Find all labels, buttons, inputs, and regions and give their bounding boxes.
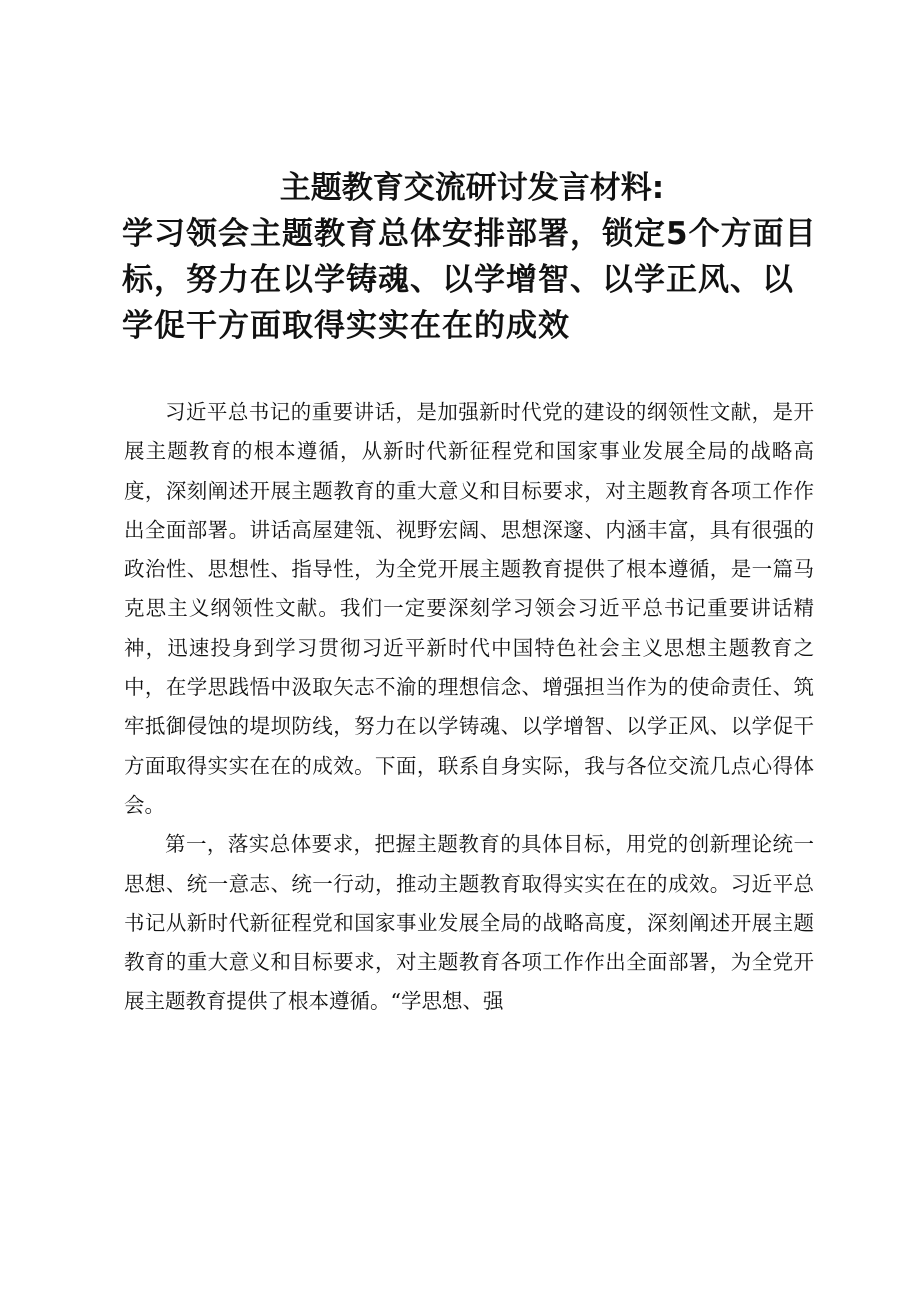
body-paragraph-1: 习近平总书记的重要讲话，是加强新时代党的建设的纲领性文献，是开展主题教育的根本遵循，从新时代新征程党和国家事业发展全局的战略高度，深刻阐述开展主题教育的重大意义和目标要求，对主题教育各项工作作出全面部署。讲话高屋建瓴、视野宏阔、思想深邃、内涵丰富，具有很强的政治性、思想性、指导性，为全党开展主题教育提供了根本遵循，是一篇马克思主义纲领性文献。我们一定要深刻学习领会习近平总书记重要讲话精神，迅速投身到学习贯彻习近平新时代中国特色社会主义思想主题教育之中，在学思践悟中汲取矢志不渝的理想信念、增强担当作为的使命责任、筑牢抵御侵蚀的堤坝防线，努力在以学铸魂、以学增智、以学正风、以学促干方面取得实实在在的成效。下面，联系自身实际，我与各位交流几点心得体会。 xyxy=(124,400,814,817)
document-title xyxy=(122,165,822,349)
body-paragraph-2: 第一，落实总体要求，把握主题教育的具体目标，用党的创新理论统一思想、统一意志、统一行动，推动主题教育取得实实在在的成效。习近平总书记从新时代新征程党和国家事业发展全局的战略高度，深刻阐述开展主题教育的重大意义和目标要求，对主题教育各项工作作出全面部署，为全党开展主题教育提供了根本遵循。“学思想、强 xyxy=(124,832,814,1014)
document-body xyxy=(124,393,814,1022)
title-main: 主题教育交流研讨发言材料: xyxy=(279,170,665,206)
title-subtitle: 学习领会主题教育总体安排部署，锁定5个方面目标，努力在以学铸魂、以学增智、以学正风、以学促干方面取得实实在在的成效 xyxy=(122,216,817,344)
